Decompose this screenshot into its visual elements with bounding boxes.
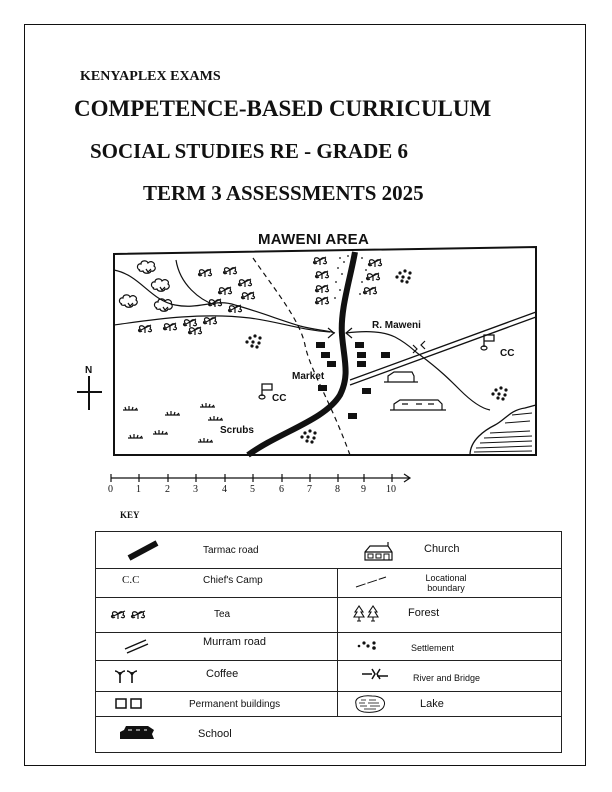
- scale-tick: 7: [307, 484, 312, 495]
- row-divider: [96, 716, 561, 717]
- permanent-buildings-icon: [114, 696, 146, 712]
- lake-icon: [352, 693, 388, 715]
- tarmac-road-icon: [126, 538, 162, 562]
- row-divider: [96, 660, 561, 661]
- coffee-icon: [112, 666, 146, 686]
- key-label-murram-road: Murram road: [203, 636, 266, 648]
- scale-tick: 0: [108, 484, 113, 495]
- map-title: MAWENI AREA: [258, 231, 370, 248]
- scale-tick: 5: [250, 484, 255, 495]
- scale-tick: 4: [222, 484, 227, 495]
- key-label-river-bridge: River and Bridge: [413, 673, 481, 683]
- key-label-coffee: Coffee: [206, 668, 239, 680]
- publisher-name: KENYAPLEX EXAMS: [80, 69, 221, 84]
- row-divider: [96, 568, 561, 569]
- locational-boundary-line1: Locational: [425, 573, 467, 583]
- scale-tick: 10: [386, 484, 396, 495]
- key-label-chiefs-camp: Chief's Camp: [203, 575, 263, 586]
- map-frame: [114, 247, 536, 455]
- locational-boundary-icon: [354, 574, 388, 590]
- chiefs-camp-west-label: CC: [272, 393, 287, 404]
- settlement-icon: [356, 638, 384, 654]
- murram-road-icon: [122, 637, 152, 655]
- school-icon: [118, 722, 158, 744]
- key-label-forest: Forest: [408, 607, 440, 619]
- column-divider: [337, 568, 338, 717]
- row-divider: [96, 597, 561, 598]
- key-label-permanent-buildings: Permanent buildings: [189, 699, 281, 710]
- key-title: KEY: [120, 510, 140, 520]
- church-icon: [362, 540, 398, 564]
- scrubs-label: Scrubs: [220, 425, 254, 436]
- river-label: R. Maweni: [372, 320, 421, 331]
- key-label-lake: Lake: [420, 698, 444, 710]
- curriculum-title: COMPETENCE-BASED CURRICULUM: [74, 96, 492, 121]
- chiefs-camp-east-label: CC: [500, 348, 515, 359]
- key-label-church: Church: [424, 543, 460, 555]
- north-label: N: [85, 365, 93, 376]
- tea-icon: [108, 604, 152, 624]
- scale-tick: 3: [193, 484, 198, 495]
- scale-tick: 6: [279, 484, 284, 495]
- subject-title: SOCIAL STUDIES RE - GRADE 6: [90, 139, 408, 163]
- scale-tick: 2: [165, 484, 170, 495]
- term-title: TERM 3 ASSESSMENTS 2025: [143, 181, 424, 205]
- locational-boundary-line2: boundary: [427, 583, 465, 593]
- scale-tick: 8: [335, 484, 340, 495]
- scale-tick: 1: [136, 484, 141, 495]
- key-label-tarmac-road: Tarmac road: [203, 545, 259, 556]
- scale-tick: 9: [361, 484, 366, 495]
- key-label-tea: Tea: [214, 609, 231, 620]
- key-table: [95, 531, 562, 753]
- market-label: Market: [292, 371, 325, 382]
- key-label-school: School: [198, 728, 232, 740]
- river-bridge-icon: [360, 666, 392, 686]
- chiefs-camp-symbol: C.C: [122, 574, 140, 586]
- key-label-locational-boundary: [416, 573, 476, 593]
- row-divider: [96, 691, 561, 692]
- key-label-settlement: Settlement: [411, 643, 455, 653]
- forest-icon: [353, 604, 383, 624]
- row-divider: [96, 632, 561, 633]
